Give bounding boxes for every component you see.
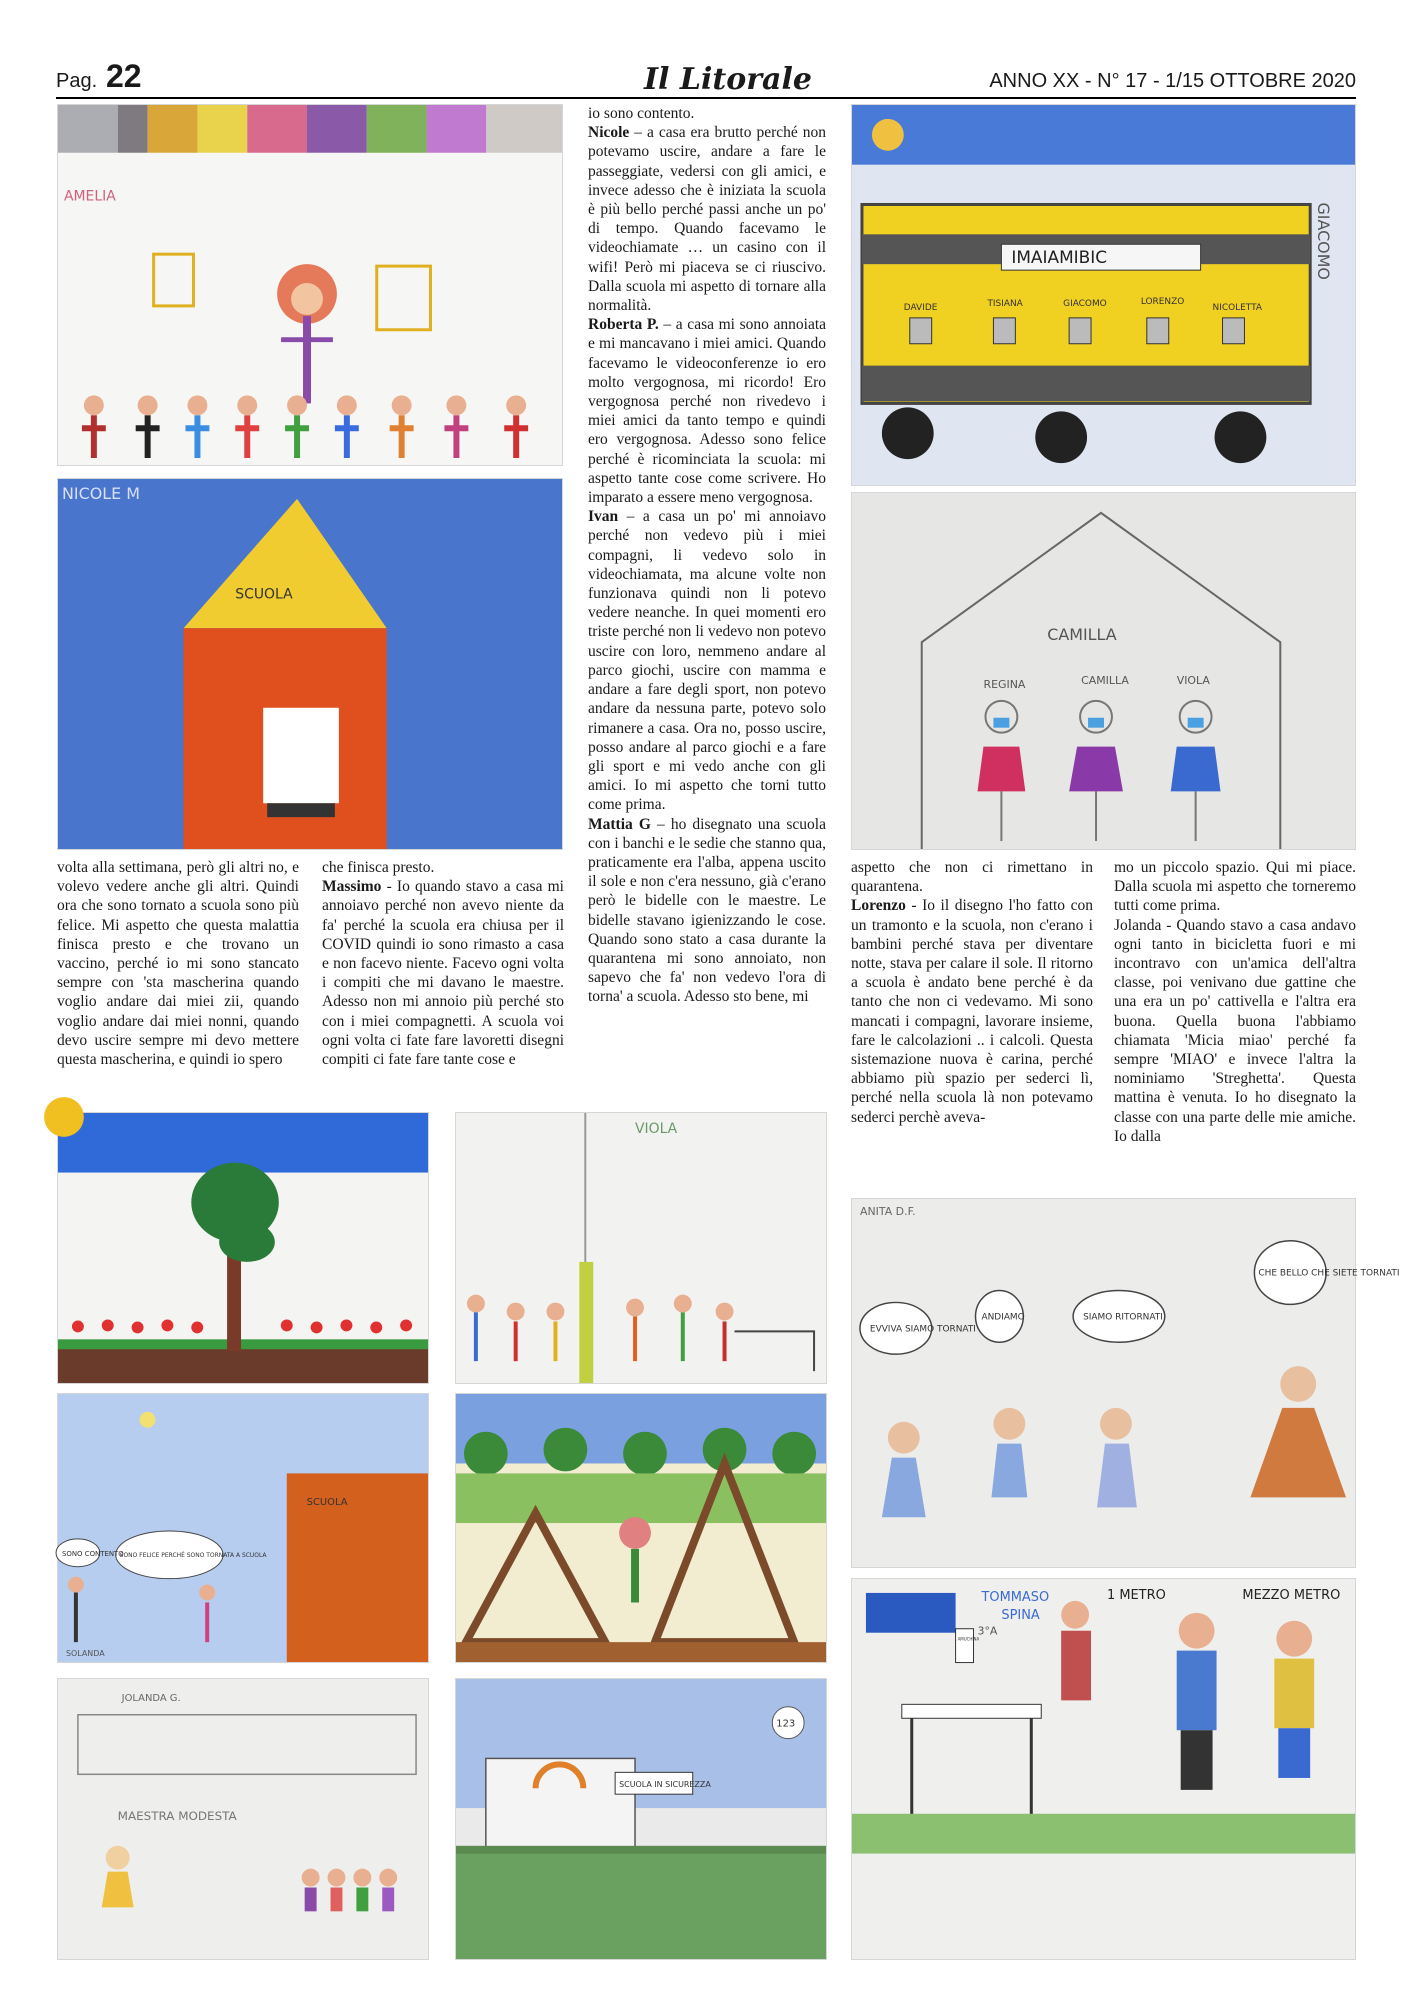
- anita-name: ANITA D.F.: [859, 1204, 916, 1218]
- giacomo-name: GIACOMO: [1314, 202, 1334, 280]
- camilla-figure-label: REGINA: [983, 677, 1026, 691]
- speaker-name: Massimo: [322, 878, 382, 896]
- bus-name: NICOLETTA: [1212, 302, 1263, 313]
- article-column-5: [1114, 858, 1356, 1146]
- solanda-bubble: SONO FELICE PERCHÉ SONO TORNATA A SCUOLA: [119, 1551, 267, 1559]
- drawing-school-safety: [455, 1678, 827, 1960]
- speaker-name: Jolanda: [1114, 916, 1162, 934]
- drawing-jolanda: [57, 1678, 429, 1960]
- drawing-solanda: [57, 1393, 429, 1663]
- drawing-amelia: [57, 104, 563, 466]
- amelia-name: AMELIA: [63, 188, 116, 205]
- tommaso-name: TOMMASO: [981, 1589, 1050, 1605]
- anita-bubble: SIAMO RITORNATI: [1083, 1312, 1163, 1323]
- drawing-tree: [57, 1112, 429, 1384]
- anita-bubble: EVVIVA SIAMO TORNATI: [869, 1324, 976, 1335]
- camilla-figure-label: CAMILLA: [1081, 673, 1129, 687]
- solanda-signature: SOLANDA: [65, 1649, 105, 1659]
- drawing-giacomo: [851, 104, 1356, 486]
- tommaso-distance-2: MEZZO METRO: [1242, 1587, 1341, 1603]
- jolanda-teacher: MAESTRA MODESTA: [117, 1809, 237, 1823]
- article-column-2: [322, 858, 564, 1069]
- page-number: 22: [106, 58, 142, 94]
- article-column-3: [588, 104, 826, 1007]
- article-text: - Quando stavo a casa andavo ogni tanto in bicicletta fuori e mi incontravo con un'amica dell'altra classe, poi venivano due gattine che una era un po' cattivella e l'altra era buona. Quella buona l'abbiamo chiamata 'Micia miao' perché fa sempre 'MIAO' e invece l'altra la nominiamo 'Streghetta'. Questa mattina è venuta. Io ho disegnato la classe con una parte delle mie amiche. Io dalla: [1114, 916, 1356, 1145]
- drawing-huts: [455, 1393, 827, 1663]
- bus-name: DAVIDE: [903, 302, 938, 313]
- drawing-viola: [455, 1112, 827, 1384]
- tommaso-sign: AMUCHINA: [957, 1636, 980, 1642]
- article-column-4: [851, 858, 1093, 1127]
- header-rule: [56, 97, 1356, 99]
- anita-bubble: CHE BELLO CHE SIETE TORNATI: [1258, 1268, 1400, 1279]
- article-column-1: [57, 858, 299, 1069]
- drawing-tommaso: [851, 1578, 1356, 1960]
- tommaso-class: 3°A: [977, 1624, 998, 1638]
- article-text: – a casa mi sono annoiata e mi mancavano i miei amici. Quando facevamo le videoconferenze io ero molto vergognosa, mi ricordo! Ero vergognosa perché non rivedevo i miei amici da tanto tempo e quindi ero vergognosa. Adesso sono felice perché è ricominciata la scuola: mi aspetto tante cose come scrivere. Ho imparato a essere meno vergognosa.: [588, 316, 827, 507]
- room-number: 123: [776, 1718, 796, 1730]
- jolanda-name: JOLANDA G.: [121, 1692, 181, 1704]
- article-text: - Io quando stavo a casa mi annoiavo perché non avevo niente da fa' perché la scuola era chiusa per il COVID quindi io sono rimasto a casa e non facevo niente. Facevo ogni volta i compiti che mi davano le maestre. Adesso non mi annoio più perché sto con i miei compagnetti. A scuola voi ogni volta ci fate fare lavoretti disegni compiti ci fate fare tante cose e: [322, 878, 564, 1069]
- article-text: – ho disegnato una scuola con i banchi e le sedie che stanno qua, praticamente era l'alba, appena uscito il sole e non c'era nessuno, già c'erano però le bidelle con le maestre. Le bidelle stavano igienizzando le cose. Quando sono stato a casa durante la quarantena mi sono annoiato, non sapevo che fa' non vedevo l'ora di torna' a scuola. Adesso sto bene, mi: [588, 815, 826, 1006]
- speaker-name: Lorenzo: [851, 897, 906, 915]
- issue-info: ANNO XX - N° 17 - 1/15 OTTOBRE 2020: [989, 70, 1356, 92]
- masthead: Il Litorale: [644, 62, 812, 97]
- bus-name: TISIANA: [987, 298, 1023, 309]
- bus-sign: IMAIAMIBIC: [1011, 247, 1108, 268]
- speaker-name: Nicole: [588, 124, 630, 142]
- article-text: - Io il disegno l'ho fatto con un tramonto e la scuola, non c'erano i bambini perché stava per diventare notte, stava per calare il sole. Il ritorno a scuola è andato bene perché è da tanto che non ci vedevamo. Mi sono mancati i compagni, lavorare insieme, fare le calcolazioni .. i calcoli. Questa sistemazione nuova è carina, perché abbiamo più spazio per sederci lì, perché nella scuola là non potevamo sederci perchè aveva-: [851, 897, 1093, 1126]
- speaker-name: Roberta P.: [588, 316, 659, 334]
- article-text: io sono contento.: [588, 105, 695, 122]
- solanda-house-label: SCUOLA: [306, 1497, 348, 1509]
- drawing-nicole: [57, 478, 563, 850]
- bus-name: LORENZO: [1140, 296, 1185, 307]
- article-text: che finisca presto.: [322, 859, 435, 876]
- camilla-figure-label: VIOLA: [1176, 673, 1210, 687]
- nicole-name: NICOLE M: [61, 483, 140, 503]
- article-text: aspetto che non ci rimettano in quarantena.: [851, 859, 1093, 896]
- drawing-camilla: [851, 492, 1356, 850]
- article-text: mo un piccolo spazio. Qui mi piace. Dalla scuola mi aspetto che torneremo tutti come prima.: [1114, 859, 1356, 915]
- viola-name: VIOLA: [635, 1120, 678, 1137]
- camilla-name: CAMILLA: [1047, 625, 1117, 645]
- page-header: [56, 58, 1356, 98]
- article-text: – a casa un po' mi annoiavo perché non vedevo più i miei compagni, li vedevo solo in videochiamata, ma alcune volte non funzionava quindi non li potevo vedere neanche. In quei momenti ero triste perché non li vedevo non potevo uscire con loro, nemmeno andare al parco giochi, uscire con mamma e andare a fare degli sport, non potevo andare da nessuna parte, potevo solo rimanere a casa. Ora no, posso uscire, posso andare al parco giochi e a fare gli sport e mi vedo anche con gli amici. Io mi aspetto che torni tutto come prima.: [588, 508, 826, 814]
- speaker-name: Mattia G: [588, 815, 651, 833]
- tommaso-distance-1: 1 METRO: [1106, 1587, 1166, 1603]
- page-label: Pag.: [56, 70, 98, 92]
- drawing-anita: [851, 1198, 1400, 1568]
- tommaso-surname: SPINA: [1001, 1607, 1040, 1623]
- article-text: volta alla settimana, però gli altri no, e volevo vedere anche gli altri. Quindi ora che sono tornato a scuola sono più felice. Mi aspetto che questa malattia finisca presto e che trovano un vaccino, perché io mi sono stancato sempre con 'sta mascherina quando voglio andare dai miei zii, quando voglio andare dai miei nonni, quando devo uscire sempre mi devo mettere questa mascherina, e quindi io spero: [57, 859, 299, 1069]
- nicole-school-label: SCUOLA: [235, 586, 293, 603]
- anita-bubble: ANDIAMO: [981, 1312, 1025, 1323]
- school-sign: SCUOLA IN SICUREZZA: [619, 1780, 711, 1790]
- speaker-name: Ivan: [588, 508, 619, 526]
- article-text: – a casa era brutto perché non potevamo uscire, andare a fare le passeggiate, vedersi con gli amici, e invece adesso che è iniziata la scuola è più bello perché passi anche un po' di tempo. Quando facevamo le videochiamate … un casino con il wifi! Però mi piaceva se ci riuscivo. Dalla scuola mi aspetto di tornare alla normalità.: [588, 124, 826, 315]
- bus-name: GIACOMO: [1063, 298, 1107, 309]
- solanda-bubble: SONO CONTENTO: [61, 1549, 124, 1558]
